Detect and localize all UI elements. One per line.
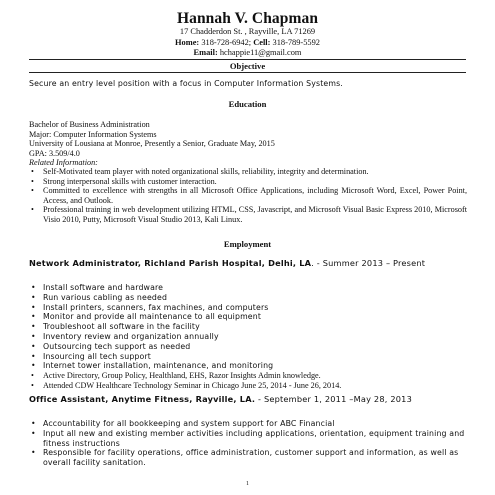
- degree-line: Bachelor of Business Administration: [29, 120, 150, 129]
- email-line: [0, 48, 495, 59]
- home-label: Home:: [175, 37, 200, 47]
- list-item: • Active Directory, Group Policy, Healthland, EHS, Razor Insights Admin knowledge.: [31, 371, 321, 381]
- divider: [29, 72, 466, 73]
- university-line: University of Lousiana at Monroe, Presently a Senior, Graduate May, 2015: [29, 139, 275, 149]
- education-heading: Education: [228, 99, 267, 109]
- gpa-line: GPA: 3.509/4.0: [29, 148, 80, 158]
- page-number: 1: [246, 481, 249, 487]
- list-item: • Accountability for all bookkeeping and system support for ABC Financial: [31, 419, 335, 428]
- list-item: • Self-Motivated team player with noted organizational skills, reliability, integrity and determination.: [31, 167, 369, 176]
- job-title: Office Assistant, Anytime Fitness, Rayville, LA.: [29, 394, 256, 404]
- applicant-name: Hannah V. Chapman: [176, 10, 319, 27]
- job-duties-list: [29, 419, 467, 468]
- list-item: • Monitor and provide all maintenance to all equipment: [31, 312, 262, 322]
- list-item: • Internet tower installation, maintenance, and monitoring: [31, 361, 274, 371]
- education-details: [29, 120, 467, 158]
- cell-phone: 318-789-5592: [272, 37, 320, 47]
- list-item: • Responsible for facility operations, office administration, customer support and information, as well as overall facility sanitation.: [31, 448, 459, 468]
- objective-text: Secure an entry level position with a focus in Computer Information Systems.: [29, 79, 343, 88]
- list-item: • Strong interpersonal skills with customer interaction.: [31, 176, 217, 186]
- job-heading: [29, 258, 467, 268]
- objective-heading: Objective: [229, 61, 266, 71]
- email-label: Email:: [193, 48, 218, 57]
- job-dates: - September 1, 2011 –May 28, 2013: [255, 394, 412, 404]
- list-item: • Committed to excellence with strengths in all Microsoft Office Applications, including Microsoft Word, Excel, Power Point, Access, and Outlook.: [31, 186, 467, 205]
- employment-heading: Employment: [223, 239, 272, 249]
- list-item: • Troubleshoot all software in the facility: [31, 322, 200, 332]
- list-item: • Professional training in web development utilizing HTML, CSS, Javascript, and Microsoft Visual Basic Express 2010, Microsoft Visio 2010, Putty, Microsoft Visual Studio 2013, Kali Linux.: [31, 205, 467, 224]
- job-heading: [29, 394, 467, 404]
- cell-label: Cell:: [253, 37, 271, 47]
- phone-line: [0, 38, 495, 49]
- list-item: • Install software and hardware: [31, 283, 164, 292]
- resume-header: [0, 10, 495, 59]
- list-item: • Attended CDW Healthcare Technology Seminar in Chicago June 25, 2014 - June 26, 2014.: [31, 380, 342, 390]
- list-item: • Input all new and existing member activities including applications, orientation, equipment training and fitness instructions: [31, 428, 465, 448]
- list-item: • Outsourcing tech support as needed: [31, 341, 191, 351]
- divider: [29, 59, 466, 60]
- job-title: Network Administrator, Richland Parish Hospital, Delhi, LA: [29, 258, 312, 268]
- related-info-label: Related Information:: [29, 158, 98, 167]
- major-line: Major: Computer Information Systems: [29, 129, 157, 139]
- list-item: • Install printers, scanners, fax machines, and computers: [31, 302, 269, 312]
- list-item: • Insourcing all tech support: [31, 351, 152, 361]
- email-address: hchappie11@gmail.com: [219, 48, 302, 57]
- job-dates: . - Summer 2013 – Present: [311, 258, 426, 268]
- list-item: • Run various cabling as needed: [31, 292, 168, 302]
- list-item: • Inventory review and organization annually: [31, 331, 219, 341]
- address-line: 17 Chadderdon St. , Rayville, LA 71269: [179, 27, 316, 36]
- home-phone: 318-728-6942;: [201, 37, 252, 47]
- related-info-list: [29, 167, 467, 225]
- job-duties-list: [29, 283, 467, 390]
